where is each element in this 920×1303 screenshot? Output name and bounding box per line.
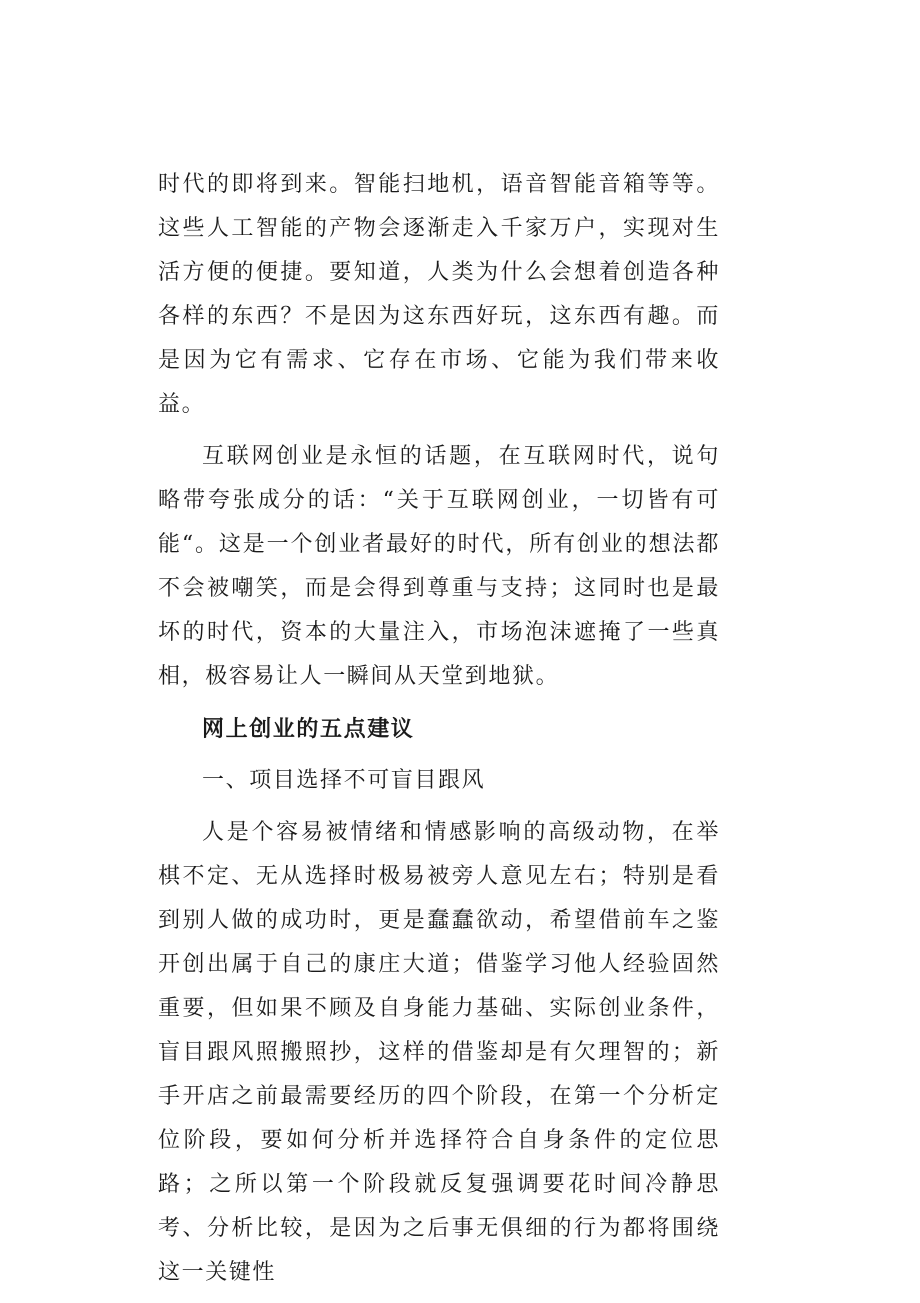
document-body <box>158 163 720 1303</box>
section-heading: 网上创业的五点建议 <box>202 716 415 742</box>
subsection-heading: 一、项目选择不可盲目跟风 <box>202 768 486 793</box>
paragraph-continuation: 时代的即将到来。智能扫地机，语音智能音箱等等。这些人工智能的产物会逐渐走入千家万户，实现对生活方便的便捷。要知道，人类为什么会想着创造各种各样的东西？不是因为这东西好玩，这东西有趣。而是因为它有需求、它存在市场、它能为我们带来收益。 <box>158 172 720 417</box>
paragraph-project-selection: 人是个容易被情绪和情感影响的高级动物，在举棋不定、无从选择时极易被旁人意见左右；特别是看到别人做的成功时，更是蠢蠢欲动，希望借前车之鉴开创出属于自己的康庄大道；借鉴学习他人经验固然重要，但如果不顾及自身能力基础、实际创业条件，盲目跟风照搬照抄，这样的借鉴却是有欠理智的；新手开店之前最需要经历的四个阶段，在第一个分析定位阶段，要如何分析并选择符合自身条件的定位思路；之所以第一个阶段就反复强调要花时间冷静思考、分析比较，是因为之后事无俱细的行为都将围绕这一关键性 <box>158 820 720 1285</box>
paragraph-internet-startup: 互联网创业是永恒的话题，在互联网时代，说句略带夸张成分的话：“关于互联网创业，一切皆有可能“。这是一个创业者最好的时代，所有创业的想法都不会被嘲笑，而是会得到尊重与支持；这同时也是最坏的时代，资本的大量注入，市场泡沫遮掩了一些真相，极容易让人一瞬间从天堂到地狱。 <box>158 444 720 689</box>
